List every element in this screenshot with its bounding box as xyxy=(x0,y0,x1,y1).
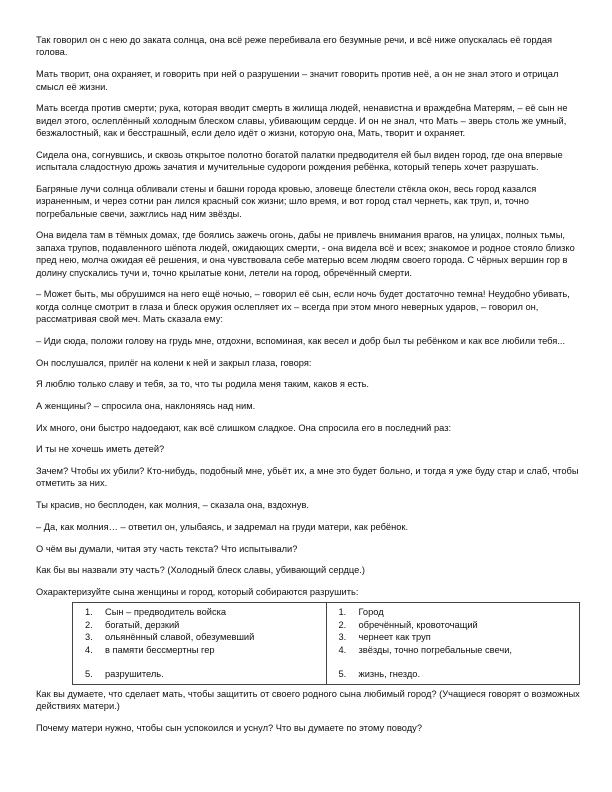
paragraph: – Иди сюда, положи голову на грудь мне, отдохни, вспоминая, как весел и добр был ты ребёнком и как все любили тебя... xyxy=(36,335,566,346)
paragraph: – Да, как молния… – ответил он, улыбаясь, и задремал на груди матери, как ребёнок. xyxy=(36,521,409,532)
list-number: 4. xyxy=(338,644,347,655)
list-item xyxy=(85,631,322,643)
list-text: разрушитель. xyxy=(105,669,164,680)
list-item xyxy=(85,668,322,680)
list-text: Город xyxy=(358,607,384,618)
paragraph: Я люблю только славу и тебя, за то, что ты родила меня таким, каков я есть. xyxy=(36,379,370,390)
question: О чём вы думали, читая эту часть текста? Что испытывали? xyxy=(36,543,298,554)
list-number: 3. xyxy=(85,632,93,643)
list-number: 5. xyxy=(338,669,347,680)
list-text: в памяти бессмертны гер xyxy=(105,644,215,655)
document-page xyxy=(36,34,580,744)
paragraph: Багряные лучи солнца обливали стены и башни города кровью, зловеще блестели стёкла окон, весь город казался израненным, и через сотни ран лился красный сок жизни; шло время, и вот город стал чернеть, как труп, и, точно погребальные свечи, зажглись над ним звёзды. xyxy=(36,183,537,219)
list-item xyxy=(339,668,576,680)
paragraph: Мать творит, она охраняет, и говорить при ней о разрушении – значит говорить против неё, а он не знал этого и отрицал смысл её жизни. xyxy=(36,69,559,92)
paragraph: Так говорил он с нею до заката солнца, она всё реже перебивала его безумные речи, и всё ниже опускалась её гордая голова. xyxy=(36,35,553,58)
city-traits-list xyxy=(339,606,576,680)
list-text: жизнь, гнездо. xyxy=(358,669,421,680)
paragraph: Сидела она, согнувшись, и сквозь открытое полотно богатой палатки предводителя ей был виден город, где она впервые испытала сладостную дрожь зачатия и мучительные судороги рождения ребёнка, который теперь хочет разрушать. xyxy=(36,149,563,173)
list-text: ольянённый славой, обезумевший xyxy=(105,632,255,643)
list-item xyxy=(339,619,576,631)
paragraph: Он послушался, прилёг на колени к ней и закрыл глаза, говоря: xyxy=(36,357,312,368)
paragraph: И ты не хочешь иметь детей? xyxy=(36,444,165,455)
list-text: обречённый, кровоточащий xyxy=(358,619,478,630)
list-number: 1. xyxy=(338,607,347,618)
list-number: 2. xyxy=(338,619,347,630)
list-text: богатый, дерзкий xyxy=(105,619,180,630)
list-item xyxy=(85,606,322,618)
table-row xyxy=(73,603,580,684)
paragraph: Зачем? Чтобы их убили? Кто-нибудь, подобный мне, убьёт их, а мне это будет больно, и тогда я уже буду стар и слаб, чтобы отметить за них. xyxy=(36,466,579,489)
list-item xyxy=(339,606,576,618)
paragraph: Она видела там в тёмных домах, где боялись зажечь огонь, дабы не привлечь внимания врагов, на улицах, полных тьмы, запаха трупов, подавленного шёпота людей, ожидающих смерти, - она видела всё и всех; знакомое и родное стояло близко пред нею, молча ожидая её решения, и она чувствовала себе матерью всем людям своего города. С чёрных вершин гор в долину спускались тучи и, точно крылатые кони, летели на город, обречённый смерти. xyxy=(36,230,575,278)
list-number: 2. xyxy=(85,619,93,630)
list-text: звёзды, точно погребальные свечи, xyxy=(358,644,512,655)
list-item xyxy=(85,644,322,656)
list-item xyxy=(339,631,576,643)
task-prompt: Охарактеризуйте сына женщины и город, который собираются разрушить: xyxy=(36,586,359,597)
question: Как бы вы назвали эту часть? (Холодный блеск славы, убивающий сердце.) xyxy=(36,565,365,576)
son-traits-list xyxy=(85,606,322,680)
question: Почему матери нужно, чтобы сын успокоился и уснул? Что вы думаете по этому поводу? xyxy=(36,722,422,733)
paragraph: Их много, они быстро надоедают, как всё слишком сладкое. Она спросила его в последний раз: xyxy=(36,422,452,433)
list-number: 3. xyxy=(338,632,347,643)
city-column xyxy=(326,603,580,684)
paragraph: А женщины? – спросила она, наклоняясь над ним. xyxy=(36,400,256,411)
list-number: 4. xyxy=(85,644,93,655)
list-text: чернеет как труп xyxy=(358,632,431,643)
question: Как вы думаете, что сделает мать, чтобы защитить от своего родного сына любимый город? (Учащиеся говорят о возможных действиях матери.) xyxy=(36,688,580,712)
comparison-table xyxy=(72,602,580,684)
list-number: 1. xyxy=(85,607,93,618)
list-text: Сын – предводитель войска xyxy=(105,607,227,618)
list-item xyxy=(85,619,322,631)
paragraph: Мать всегда против смерти; рука, которая вводит смерть в жилища людей, ненавистна и враждебна Матерям, – её сын не видел этого, ослеплённый холодным блеском славы, убивающим сердце. И он не знал, что Мать – зверь столь же умный, безжалостный, как и бесстрашный, если дело идёт о жизни, которую она, Мать, творит и охраняет. xyxy=(36,103,568,139)
list-item xyxy=(339,644,576,656)
paragraph: – Может быть, мы обрушимся на него ещё ночью, – говорил её сын, если ночь будет достаточно темна! Неудобно убивать, когда солнце смотрит в глаза и блеск оружия ослепляет их – всегда при этом много неверных ударов, – говорил он, рассматривая свой меч. Мать сказала ему: xyxy=(36,289,570,325)
list-number: 5. xyxy=(85,669,93,680)
paragraph: Ты красив, но бесплоден, как молния, – сказала она, вздохнув. xyxy=(36,500,309,511)
son-column xyxy=(73,603,327,684)
